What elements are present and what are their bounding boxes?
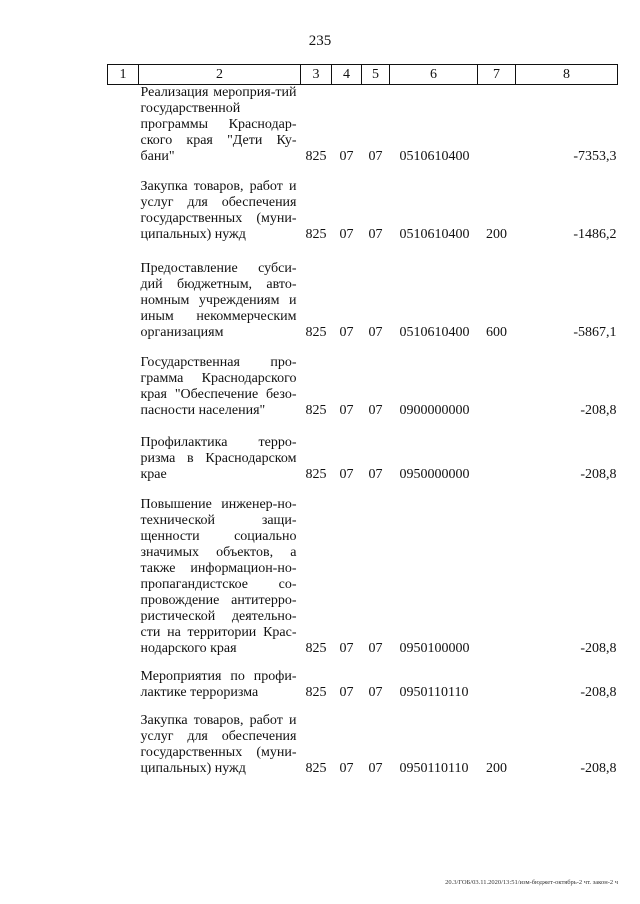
column-header: 1: [108, 65, 139, 85]
table-row: [108, 419, 618, 483]
cell-index: [108, 165, 139, 243]
column-header: 2: [139, 65, 301, 85]
cell-vr: [478, 483, 516, 657]
cell-csr: 0950110110: [399, 685, 469, 700]
cell-amount: -208,8: [580, 761, 617, 776]
cell-grbs: 825: [305, 227, 327, 242]
cell-amount: -208,8: [580, 467, 617, 482]
cell-amount: -208,8: [580, 641, 617, 656]
page-number: 235: [308, 33, 332, 49]
budget-table: [107, 64, 618, 777]
cell-pr: 07: [368, 325, 383, 340]
cell-csr: 0510610400: [399, 149, 470, 164]
cell-vr: [478, 85, 516, 166]
cell-vr: 600: [486, 325, 507, 340]
cell-csr: 0900000000: [399, 403, 470, 418]
table-body: [108, 85, 618, 778]
cell-grbs: 825: [305, 685, 327, 700]
cell-index: [108, 243, 139, 341]
cell-rz: 07: [339, 149, 354, 164]
cell-vr: [478, 657, 516, 701]
cell-vr: [478, 419, 516, 483]
cell-pr: 07: [368, 685, 383, 700]
cell-index: [108, 701, 139, 777]
cell-name: Реализация мероприя-тий государственной программы Краснодар-ского края "Дети Ку-бани": [140, 85, 297, 164]
column-header: 5: [362, 65, 390, 85]
cell-grbs: 825: [305, 467, 327, 482]
cell-index: [108, 657, 139, 701]
table-header-row: [108, 65, 618, 85]
table-row: [108, 243, 618, 341]
cell-pr: 07: [368, 641, 383, 656]
cell-pr: 07: [368, 227, 383, 242]
cell-pr: 07: [368, 149, 383, 164]
cell-csr: 0950110110: [399, 761, 469, 776]
cell-index: [108, 419, 139, 483]
cell-name: Повышение инженер-но-технической защи-щенности социально значимых объектов, а также информацион-но-пропагандистское со-провождение антитерро-ристической деятельно-сти на территории Крас-нодарского края: [140, 497, 297, 656]
table-row: [108, 341, 618, 419]
cell-amount: -208,8: [580, 685, 617, 700]
cell-pr: 07: [368, 761, 383, 776]
cell-grbs: 825: [305, 325, 327, 340]
cell-csr: 0510610400: [399, 325, 470, 340]
cell-name: Государственная про-грамма Краснодарского края "Обеспечение безо-пасности населения": [140, 355, 297, 418]
cell-index: [108, 341, 139, 419]
cell-rz: 07: [339, 761, 354, 776]
cell-csr: 0950100000: [399, 641, 470, 656]
cell-pr: 07: [368, 467, 383, 482]
cell-rz: 07: [339, 325, 354, 340]
cell-rz: 07: [339, 403, 354, 418]
cell-amount: -5867,1: [573, 325, 617, 340]
cell-rz: 07: [339, 641, 354, 656]
cell-name: Закупка товаров, работ и услуг для обеспечения государственных (муни-ципальных) нужд: [140, 179, 297, 242]
table-row: [108, 483, 618, 657]
cell-index: [108, 483, 139, 657]
cell-csr: 0950000000: [399, 467, 470, 482]
cell-grbs: 825: [305, 403, 327, 418]
footer-note: 20.3/ГОБ/03.11.2020/13:51/изм-бюджет-октябрь-2 чт. закон-2 ч: [445, 879, 618, 886]
cell-amount: -1486,2: [573, 227, 617, 242]
table-row: [108, 657, 618, 701]
cell-name: Предоставление субси-дий бюджетным, авто-номным учреждениям и иным некоммерческим организациям: [140, 261, 297, 340]
cell-name: Мероприятия по профи-лактике терроризма: [140, 669, 297, 700]
cell-rz: 07: [339, 467, 354, 482]
cell-vr: 200: [486, 761, 507, 776]
column-header: 8: [516, 65, 618, 85]
column-header: 7: [478, 65, 516, 85]
cell-rz: 07: [339, 227, 354, 242]
cell-grbs: 825: [305, 761, 327, 776]
cell-amount: -208,8: [580, 403, 617, 418]
table-row: [108, 165, 618, 243]
column-header: 3: [301, 65, 332, 85]
table-row: [108, 701, 618, 777]
column-header: 6: [390, 65, 478, 85]
column-header: 4: [332, 65, 362, 85]
table-row: [108, 85, 618, 166]
cell-amount: -7353,3: [573, 149, 617, 164]
cell-grbs: 825: [305, 149, 327, 164]
cell-name: Закупка товаров, работ и услуг для обеспечения государственных (муни-ципальных) нужд: [140, 713, 297, 776]
cell-index: [108, 85, 139, 166]
cell-grbs: 825: [305, 641, 327, 656]
cell-rz: 07: [339, 685, 354, 700]
cell-vr: [478, 341, 516, 419]
cell-name: Профилактика терро-ризма в Краснодарском крае: [140, 435, 297, 482]
cell-csr: 0510610400: [399, 227, 470, 242]
cell-vr: 200: [486, 227, 507, 242]
cell-pr: 07: [368, 403, 383, 418]
